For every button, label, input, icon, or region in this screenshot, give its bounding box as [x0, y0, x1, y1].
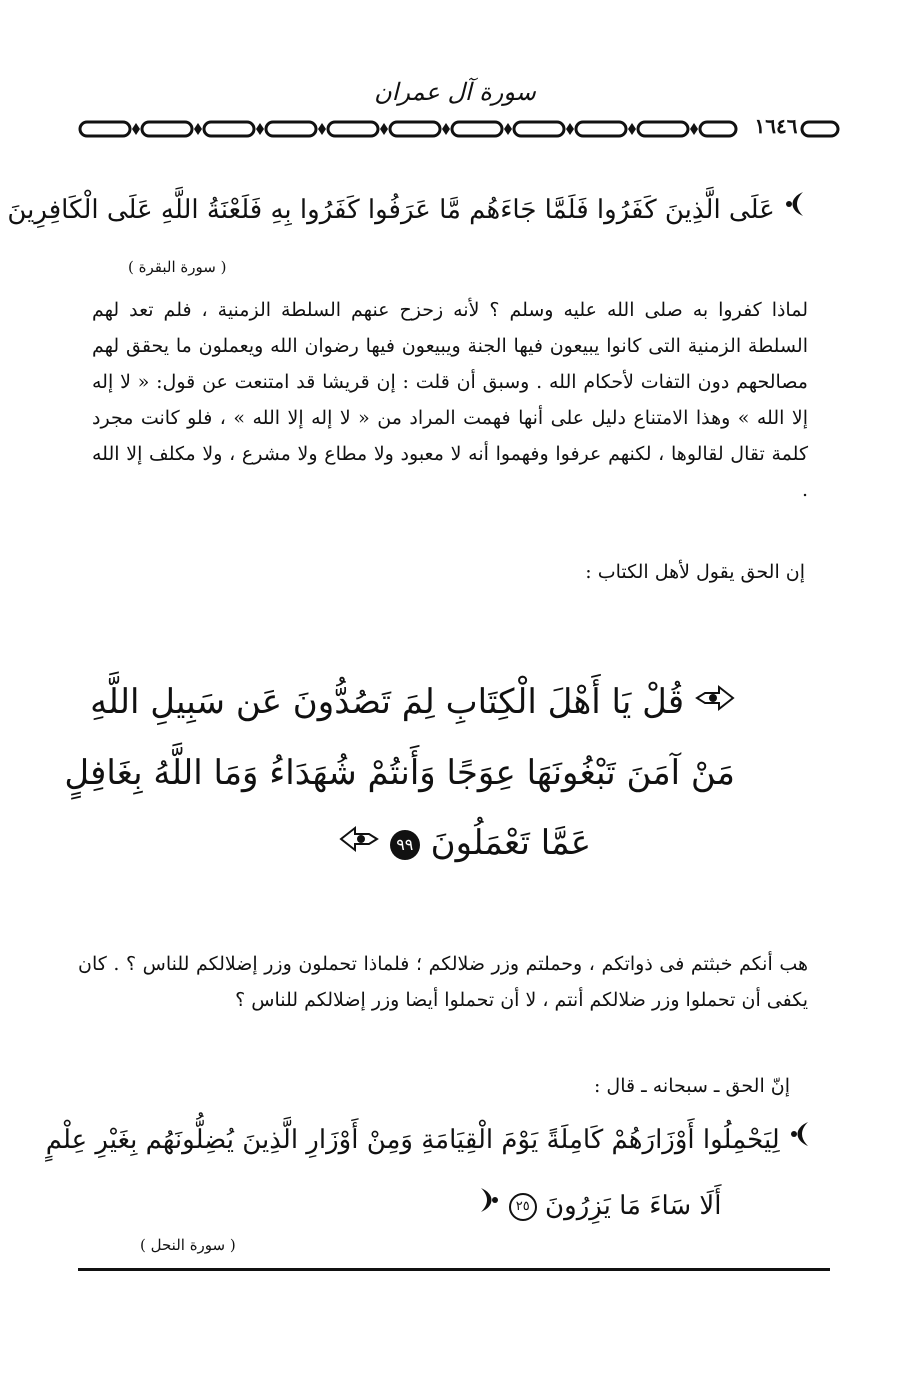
floral-bracket-icon [695, 682, 735, 722]
ornate-bracket-icon [479, 1186, 501, 1221]
floral-bracket-icon [339, 823, 379, 863]
verse-3-text-1: لِيَحْمِلُوا أَوْزَارَهُمْ كَامِلَةً يَوْمَ الْقِيَامَةِ وَمِنْ أَوْزَارِ الَّذِينَ يُضِلُّونَهُم بِغَيْرِ عِلْمٍ [45, 1125, 780, 1155]
verse-3-line-1 [45, 1120, 810, 1155]
surah-title: سورة آل عمران [374, 78, 536, 106]
verse-2-line-3 [300, 823, 630, 863]
surah-reference: ( سورة النحل ) [140, 1236, 236, 1254]
verse-3-line-2 [400, 1186, 800, 1221]
intro-line: إنّ الحق ـ سبحانه ـ قال : [593, 1075, 790, 1097]
verse-2-line-2 [64, 753, 735, 793]
verse-2-text-3: عَمَّا تَعْمَلُونَ [430, 823, 592, 863]
ayah-number-marker: ٢٥ [509, 1193, 537, 1221]
verse-2-line-1 [90, 682, 735, 722]
ornate-bracket-icon [788, 1120, 810, 1155]
commentary-paragraph: لماذا كفروا به صلى الله عليه وسلم ؟ لأنه زحزح عنهم السلطة الزمنية ، فلم تعد لهم السلطة الزمنية التى كانوا يبيعون فيها الجنة ويبيعون فيها رضوان الله ويعملون ما يحقق لهم مصالحهم دون التفات لأحكام الله . وسبق أن قلت : إن قريشا قد امتنعت عن قول: « لا إله إلا الله » وهذا الامتناع دليل على أنها فهمت المراد من « لا إله إلا الله » ، فلو كانت مجرد كلمة تقال لقالوها ، لكنهم عرفوا وفهموا أنه لا معبود ولا مطاع ولا مشرع ، ولا مكلف إلا الله . [92, 299, 808, 501]
commentary-paragraph: هب أنكم خبثتم فى ذواتكم ، وحملتم وزر ضلالكم ؛ فلماذا تحملون وزر إضلالكم للناس ؟ . كان يكفى أن تحملوا وزر ضلالكم أنتم ، لا أن تحملوا أيضا وزر إضلالكم للناس ؟ [78, 953, 808, 1011]
chain-end-icon [800, 118, 840, 140]
footer-divider [78, 1268, 830, 1271]
verse-3-text-2: أَلَا سَاءَ مَا يَزِرُونَ [545, 1191, 722, 1221]
intro-line: إن الحق يقول لأهل الكتاب : [585, 561, 805, 583]
surah-reference: ( سورة البقرة ) [128, 258, 227, 276]
ornate-bracket-icon [783, 190, 805, 225]
verse-1-line [7, 190, 805, 225]
verse-2-text-1: قُلْ يَا أَهْلَ الْكِتَابِ لِمَ تَصُدُّونَ عَن سَبِيلِ اللَّهِ [90, 682, 685, 722]
ayah-number-marker: ٩٩ [390, 830, 420, 860]
page-number: ١٦٤٦ [754, 114, 798, 138]
verse-2-text-2: مَنْ آمَنَ تَبْغُونَهَا عِوَجًا وَأَنتُمْ شُهَدَاءُ وَمَا اللَّهُ بِغَافِلٍ [64, 753, 735, 793]
verse-1-text: عَلَى الَّذِينَ كَفَرُوا فَلَمَّا جَاءَهُم مَّا عَرَفُوا كَفَرُوا بِهِ فَلَعْنَةُ اللَّهِ عَلَى الْكَافِرِينَ [7, 195, 775, 225]
chain-border-icon [78, 118, 738, 140]
